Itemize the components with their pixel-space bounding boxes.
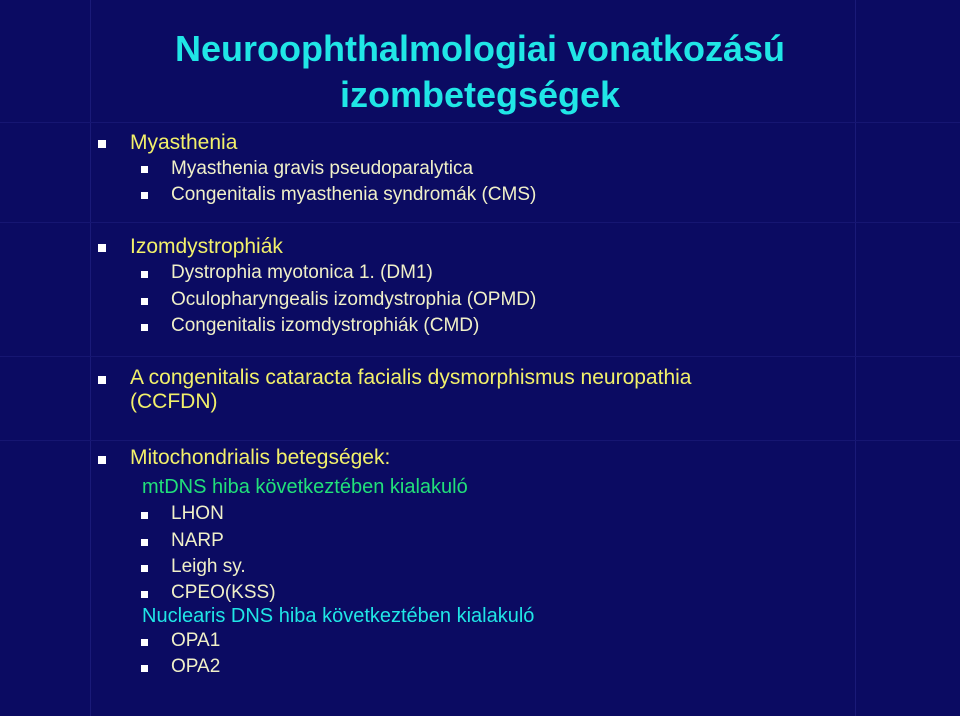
bullet-icon: [98, 244, 106, 252]
list-item: CPEO(KSS): [171, 582, 276, 603]
grid-line: [0, 440, 960, 441]
bullet-icon: [141, 512, 148, 519]
section-heading-myasthenia: Myasthenia: [130, 131, 238, 154]
bullet-icon: [141, 639, 148, 646]
list-item: Congenitalis izomdystrophiák (CMD): [171, 315, 480, 336]
list-item: OPA1: [171, 630, 221, 651]
list-item: Oculopharyngealis izomdystrophia (OPMD): [171, 289, 537, 310]
bullet-icon: [141, 565, 148, 572]
list-item: Dystrophia myotonica 1. (DM1): [171, 262, 433, 283]
list-item: Leigh sy.: [171, 556, 246, 577]
bullet-icon: [141, 271, 148, 278]
bullet-icon: [141, 298, 148, 305]
bullet-icon: [141, 591, 148, 598]
list-item: LHON: [171, 503, 224, 524]
list-item: Myasthenia gravis pseudoparalytica: [171, 158, 474, 179]
slide-title-line-2: izombetegségek: [339, 74, 621, 115]
bullet-icon: [141, 665, 148, 672]
bullet-icon: [141, 166, 148, 173]
list-item: Congenitalis myasthenia syndromák (CMS): [171, 184, 537, 205]
grid-line: [0, 222, 960, 223]
slide-title-line-1: Neuroophthalmologiai vonatkozású: [174, 28, 786, 69]
subheading-mtdns: mtDNS hiba következtében kialakuló: [142, 476, 468, 498]
bullet-icon: [98, 456, 106, 464]
bullet-icon: [141, 192, 148, 199]
list-item: OPA2: [171, 656, 221, 677]
section-heading-mito: Mitochondrialis betegségek:: [130, 446, 391, 469]
section-heading-ccfdn-line-1: A congenitalis cataracta facialis dysmorphismus neuropathia: [130, 366, 692, 389]
section-heading-ccfdn-line-2: (CCFDN): [130, 390, 218, 413]
grid-line: [0, 356, 960, 357]
list-item: NARP: [171, 530, 224, 551]
bullet-icon: [98, 376, 106, 384]
bullet-icon: [141, 324, 148, 331]
bullet-icon: [141, 539, 148, 546]
subheading-nuclear: Nuclearis DNS hiba következtében kialakuló: [142, 605, 535, 627]
grid-line: [90, 0, 91, 716]
section-heading-dystrophia: Izomdystrophiák: [130, 235, 283, 258]
bullet-icon: [98, 140, 106, 148]
grid-line: [0, 122, 960, 123]
